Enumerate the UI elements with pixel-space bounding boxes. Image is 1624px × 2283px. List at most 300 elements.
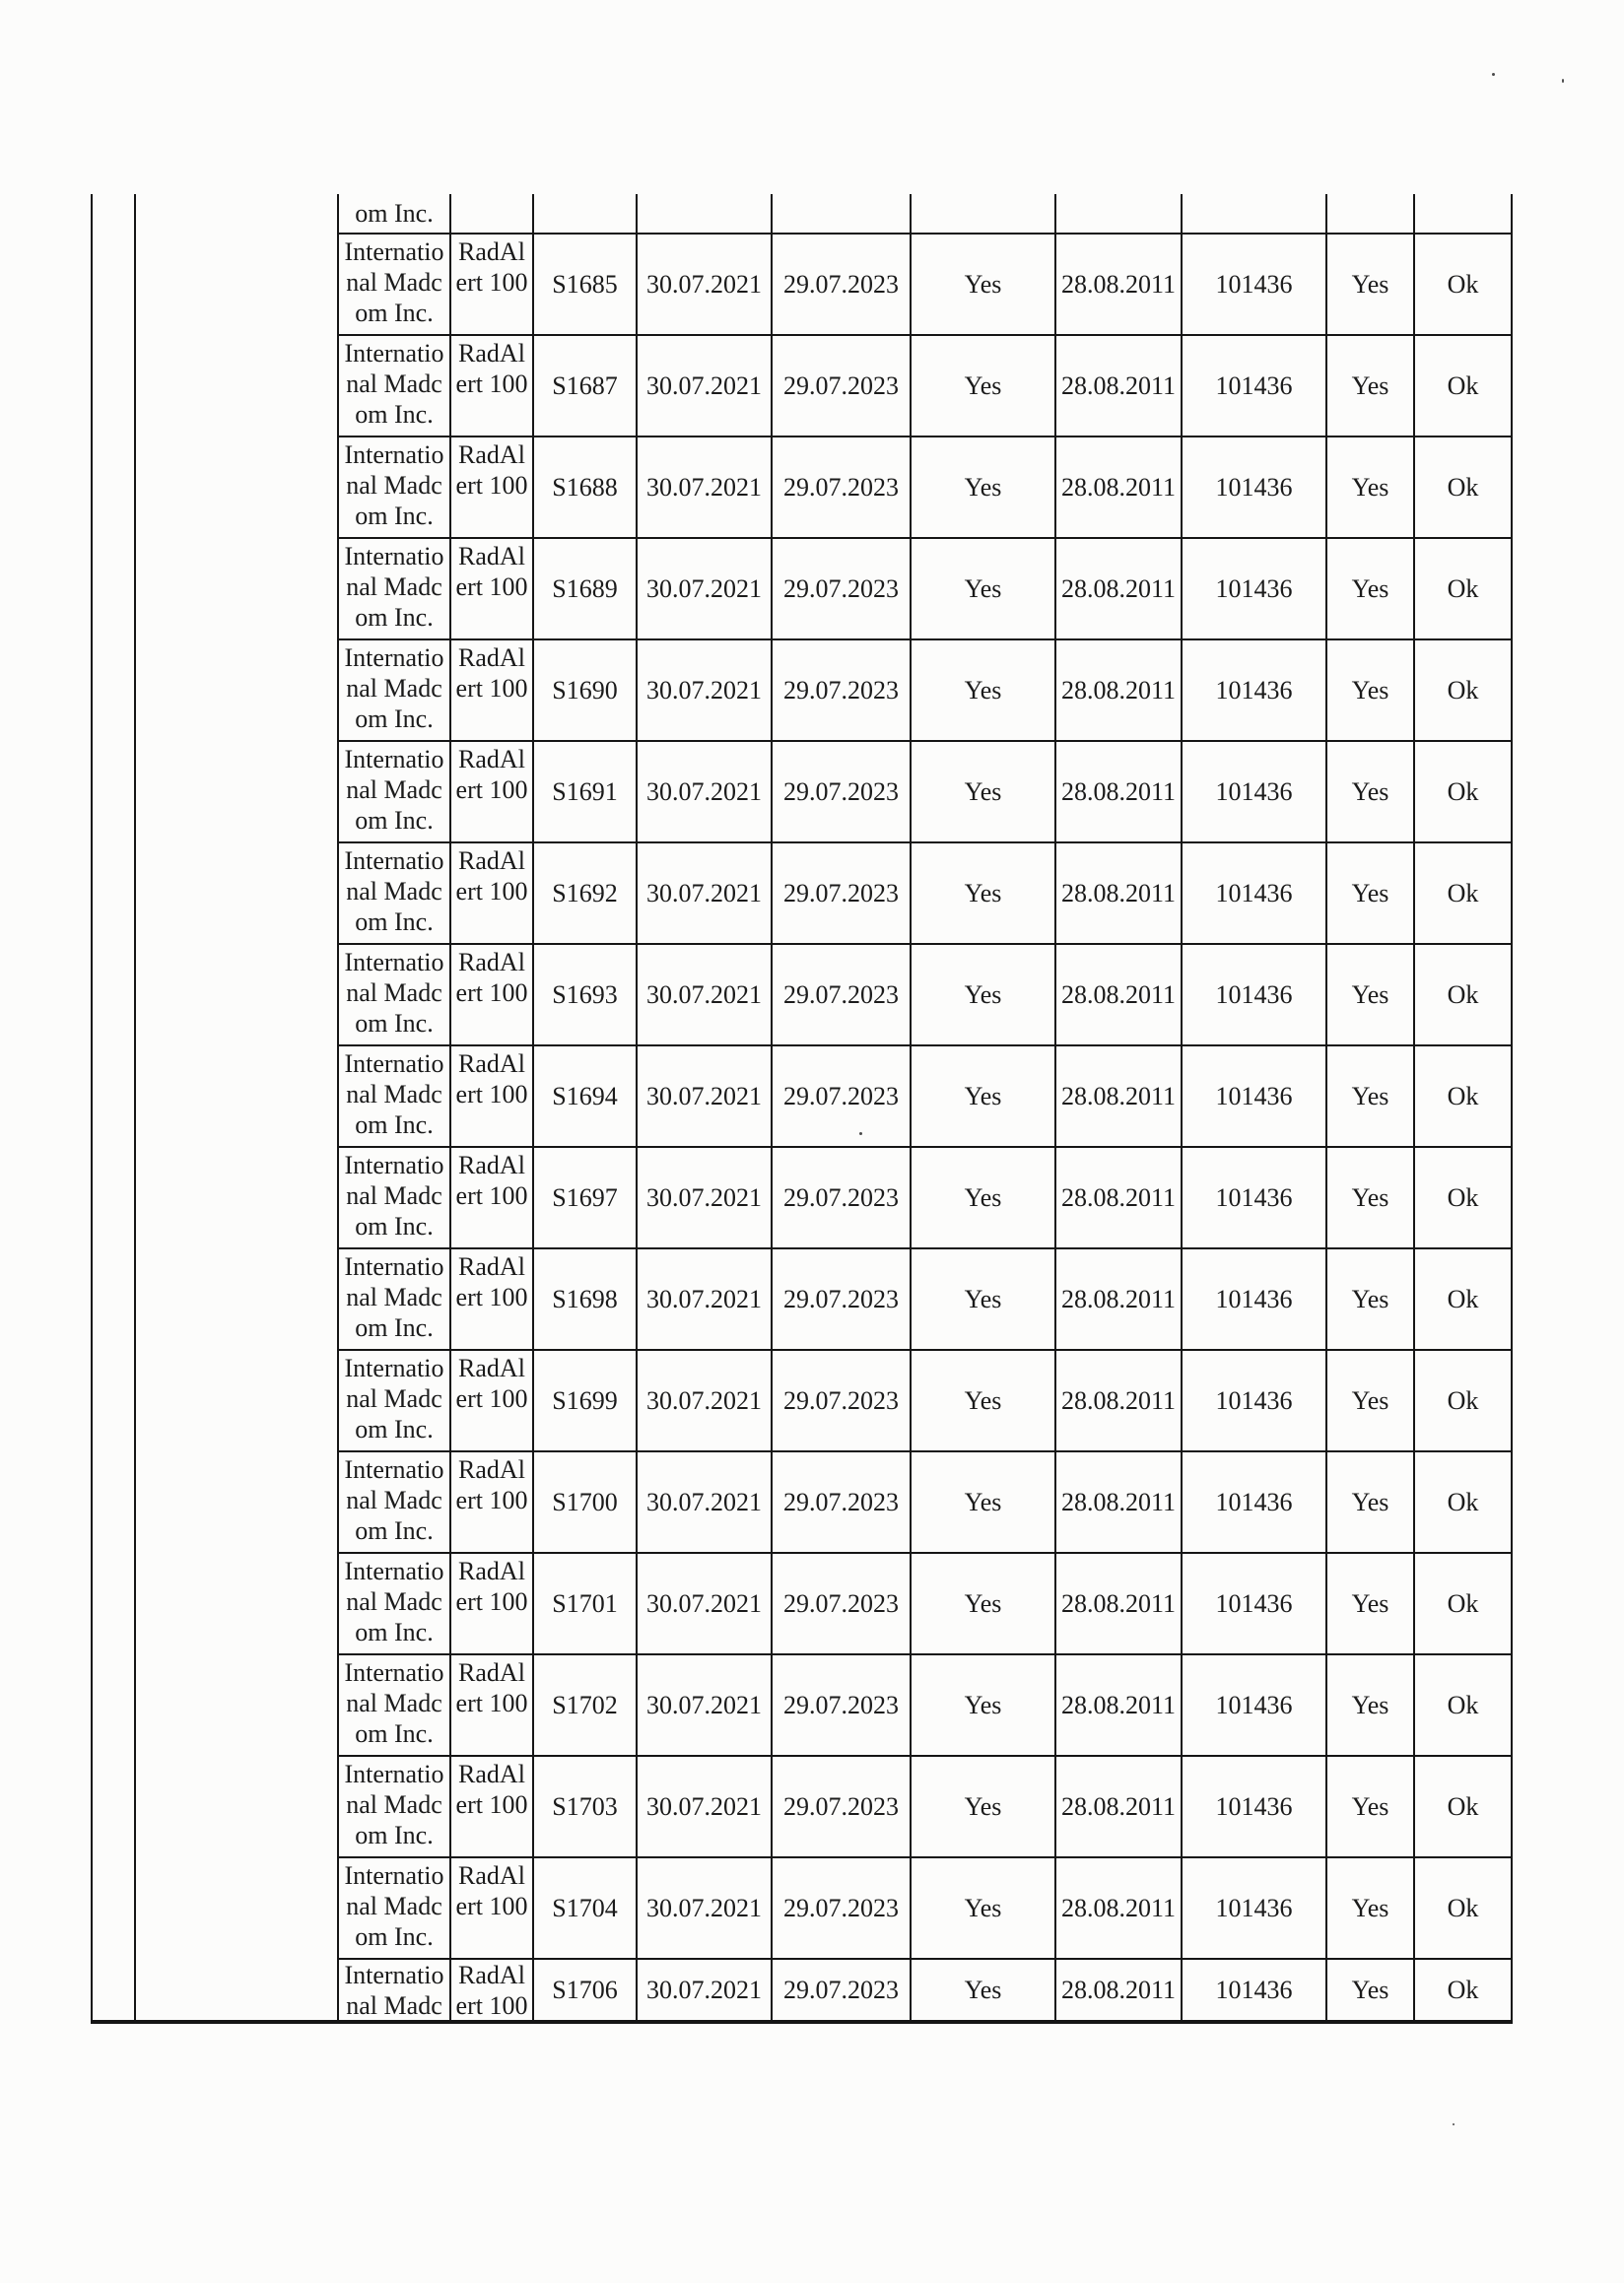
date-a-text: 30.07.2021 <box>646 1975 762 2004</box>
flag-a-text: Yes <box>964 1385 1002 1415</box>
model-line: ert 100 <box>455 471 528 500</box>
serial-cell <box>534 1046 638 1148</box>
serial-text: S1701 <box>552 1588 618 1618</box>
number-cell <box>1183 843 1327 945</box>
date-a-text: 30.07.2021 <box>646 269 762 299</box>
table-row <box>339 843 1513 945</box>
status-text: Ok <box>1447 1081 1479 1110</box>
flag-b-cell <box>1327 437 1415 539</box>
flag-b-text: Yes <box>1351 1791 1389 1821</box>
serial-text: S1694 <box>552 1081 618 1110</box>
date-b-cell <box>773 945 912 1046</box>
model-line: ert 100 <box>455 268 528 297</box>
flag-b-text: Yes <box>1351 472 1389 502</box>
manufacturer-line: Internatio <box>344 1557 444 1585</box>
date-c-cell <box>1056 1148 1183 1249</box>
manufacturer-cell <box>339 1757 451 1858</box>
model-cell <box>451 945 534 1046</box>
manufacturer-cell <box>339 640 451 742</box>
serial-text: S1700 <box>552 1487 618 1516</box>
manufacturer-line: Internatio <box>344 643 444 672</box>
date-c-cell <box>1056 336 1183 437</box>
status-text: Ok <box>1447 269 1479 299</box>
manufacturer-cell <box>339 843 451 945</box>
date-a-cell <box>638 640 773 742</box>
date-b-text: 29.07.2023 <box>783 1791 899 1821</box>
model-line: RadAl <box>458 237 525 266</box>
number-text: 101436 <box>1215 472 1293 502</box>
serial-cell <box>534 1757 638 1858</box>
date-c-cell <box>1056 1452 1183 1554</box>
serial-cell <box>534 539 638 640</box>
scan-speck <box>859 1132 862 1135</box>
model-cell <box>451 640 534 742</box>
serial-text: S1703 <box>552 1791 618 1821</box>
number-cell <box>1183 1554 1327 1655</box>
model-line: RadAl <box>458 1658 525 1687</box>
date-c-cell <box>1056 843 1183 945</box>
manufacturer-cell <box>339 1655 451 1757</box>
flag-a-text: Yes <box>964 675 1002 705</box>
manufacturer-line: om Inc. <box>355 806 434 835</box>
serial-cell <box>534 1351 638 1452</box>
table-row <box>339 742 1513 843</box>
date-c-cell <box>1056 1655 1183 1757</box>
number-text: 101436 <box>1215 675 1293 705</box>
scan-speck <box>1453 2123 1455 2125</box>
model-line: RadAl <box>458 1049 525 1078</box>
manufacturer-line: Internatio <box>344 1961 444 1989</box>
status-cell <box>1415 1452 1513 1554</box>
date-a-text: 30.07.2021 <box>646 1893 762 1922</box>
date-c-text: 28.08.2011 <box>1060 979 1177 1009</box>
date-a-text: 30.07.2021 <box>646 979 762 1009</box>
flag-b-text: Yes <box>1351 1893 1389 1922</box>
flag-a-text: Yes <box>964 979 1002 1009</box>
model-line: RadAl <box>458 1861 525 1890</box>
manufacturer-cell <box>339 1452 451 1554</box>
manufacturer-line: Internatio <box>344 1151 444 1179</box>
manufacturer-cell <box>339 235 451 336</box>
number-cell <box>1183 194 1327 235</box>
serial-text: S1692 <box>552 878 618 907</box>
serial-text: S1706 <box>552 1975 618 2004</box>
serial-cell <box>534 194 638 235</box>
manufacturer-line: nal Madc <box>346 1587 442 1616</box>
date-b-text: 29.07.2023 <box>783 1284 899 1313</box>
date-b-cell <box>773 1960 912 2024</box>
flag-b-text: Yes <box>1351 1487 1389 1516</box>
flag-b-text: Yes <box>1351 1081 1389 1110</box>
date-b-cell <box>773 539 912 640</box>
flag-a-text: Yes <box>964 1081 1002 1110</box>
number-cell <box>1183 945 1327 1046</box>
manufacturer-line: om Inc. <box>355 1009 434 1038</box>
model-line: RadAl <box>458 339 525 368</box>
number-cell <box>1183 539 1327 640</box>
serial-cell <box>534 437 638 539</box>
status-cell <box>1415 640 1513 742</box>
flag-a-text: Yes <box>964 1182 1002 1212</box>
manufacturer-line: nal Madc <box>346 1283 442 1311</box>
serial-cell <box>534 640 638 742</box>
date-c-text: 28.08.2011 <box>1060 878 1177 907</box>
model-line: RadAl <box>458 745 525 773</box>
serial-cell <box>534 235 638 336</box>
manufacturer-line: om Inc. <box>355 1212 434 1241</box>
manufacturer-line: nal Madc <box>346 572 442 601</box>
status-text: Ok <box>1447 472 1479 502</box>
flag-b-cell <box>1327 1452 1415 1554</box>
flag-a-text: Yes <box>964 1284 1002 1313</box>
manufacturer-line: Internatio <box>344 1861 444 1890</box>
date-a-text: 30.07.2021 <box>646 1690 762 1719</box>
flag-b-text: Yes <box>1351 675 1389 705</box>
table-row <box>339 945 1513 1046</box>
date-c-text: 28.08.2011 <box>1060 1588 1177 1618</box>
date-a-cell <box>638 945 773 1046</box>
date-c-text: 28.08.2011 <box>1060 269 1177 299</box>
date-b-text: 29.07.2023 <box>783 776 899 806</box>
number-cell <box>1183 1858 1327 1960</box>
flag-a-text: Yes <box>964 878 1002 907</box>
model-line: RadAl <box>458 1455 525 1484</box>
model-cell <box>451 1960 534 2024</box>
table-row <box>339 539 1513 640</box>
status-cell <box>1415 336 1513 437</box>
model-line: RadAl <box>458 1961 525 1989</box>
status-text: Ok <box>1447 573 1479 603</box>
date-a-text: 30.07.2021 <box>646 1487 762 1516</box>
serial-text: S1689 <box>552 573 618 603</box>
manufacturer-line: om Inc. <box>355 299 434 327</box>
flag-a-cell <box>912 194 1056 235</box>
date-c-text: 28.08.2011 <box>1060 1690 1177 1719</box>
manufacturer-line: nal Madc <box>346 674 442 703</box>
date-a-cell <box>638 1554 773 1655</box>
date-c-cell <box>1056 1960 1183 2024</box>
date-a-cell <box>638 437 773 539</box>
serial-text: S1697 <box>552 1182 618 1212</box>
flag-a-cell <box>912 640 1056 742</box>
manufacturer-line: Internatio <box>344 1760 444 1788</box>
serial-cell <box>534 945 638 1046</box>
model-cell <box>451 1249 534 1351</box>
number-cell <box>1183 1452 1327 1554</box>
model-line: RadAl <box>458 643 525 672</box>
date-b-text: 29.07.2023 <box>783 1588 899 1618</box>
number-cell <box>1183 235 1327 336</box>
status-text: Ok <box>1447 1975 1479 2004</box>
flag-b-cell <box>1327 1046 1415 1148</box>
manufacturer-line: nal Madc <box>346 1991 442 2020</box>
manufacturer-line: nal Madc <box>346 471 442 500</box>
date-a-text: 30.07.2021 <box>646 675 762 705</box>
date-c-text: 28.08.2011 <box>1060 1791 1177 1821</box>
date-a-cell <box>638 1960 773 2024</box>
manufacturer-line: om Inc. <box>355 1618 434 1646</box>
table-row <box>339 437 1513 539</box>
model-line: RadAl <box>458 440 525 469</box>
flag-a-cell <box>912 843 1056 945</box>
date-a-cell <box>638 1452 773 1554</box>
flag-b-cell <box>1327 1351 1415 1452</box>
model-line: ert 100 <box>455 1587 528 1616</box>
status-text: Ok <box>1447 1487 1479 1516</box>
manufacturer-cell <box>339 1858 451 1960</box>
date-b-text: 29.07.2023 <box>783 1690 899 1719</box>
flag-a-text: Yes <box>964 1791 1002 1821</box>
status-cell <box>1415 1249 1513 1351</box>
flag-a-text: Yes <box>964 573 1002 603</box>
date-b-cell <box>773 194 912 235</box>
flag-b-cell <box>1327 945 1415 1046</box>
date-a-cell <box>638 235 773 336</box>
date-b-cell <box>773 843 912 945</box>
flag-a-text: Yes <box>964 1588 1002 1618</box>
status-cell <box>1415 1655 1513 1757</box>
model-cell <box>451 1757 534 1858</box>
manufacturer-line: Internatio <box>344 237 444 266</box>
model-line: ert 100 <box>455 1790 528 1819</box>
manufacturer-line: Internatio <box>344 542 444 571</box>
model-line: ert 100 <box>455 1283 528 1311</box>
date-b-cell <box>773 1757 912 1858</box>
continuation-column-b <box>134 194 337 2024</box>
number-cell <box>1183 1249 1327 1351</box>
flag-a-text: Yes <box>964 269 1002 299</box>
model-line: ert 100 <box>455 1689 528 1717</box>
date-c-cell <box>1056 640 1183 742</box>
flag-a-cell <box>912 336 1056 437</box>
manufacturer-line: Internatio <box>344 1049 444 1078</box>
date-a-cell <box>638 539 773 640</box>
number-text: 101436 <box>1215 1975 1293 2004</box>
date-a-text: 30.07.2021 <box>646 1182 762 1212</box>
serial-cell <box>534 843 638 945</box>
manufacturer-cell <box>339 945 451 1046</box>
date-b-text: 29.07.2023 <box>783 1182 899 1212</box>
serial-cell <box>534 1148 638 1249</box>
number-cell <box>1183 336 1327 437</box>
number-cell <box>1183 1148 1327 1249</box>
serial-text: S1702 <box>552 1690 618 1719</box>
date-c-cell <box>1056 437 1183 539</box>
model-line: ert 100 <box>455 1080 528 1108</box>
manufacturer-line: nal Madc <box>346 1486 442 1514</box>
status-cell <box>1415 437 1513 539</box>
date-a-cell <box>638 1351 773 1452</box>
date-a-cell <box>638 1046 773 1148</box>
serial-text: S1688 <box>552 472 618 502</box>
date-b-cell <box>773 437 912 539</box>
number-text: 101436 <box>1215 1081 1293 1110</box>
manufacturer-line: nal Madc <box>346 268 442 297</box>
serial-text: S1699 <box>552 1385 618 1415</box>
serial-text: S1685 <box>552 269 618 299</box>
number-cell <box>1183 1960 1327 2024</box>
status-text: Ok <box>1447 1588 1479 1618</box>
flag-a-text: Yes <box>964 1487 1002 1516</box>
status-cell <box>1415 1046 1513 1148</box>
number-text: 101436 <box>1215 1385 1293 1415</box>
date-b-text: 29.07.2023 <box>783 878 899 907</box>
model-cell <box>451 1655 534 1757</box>
manufacturer-line: nal Madc <box>346 978 442 1007</box>
scan-speck <box>1492 73 1495 76</box>
flag-a-cell <box>912 1148 1056 1249</box>
manufacturer-line: nal Madc <box>346 1790 442 1819</box>
serial-cell <box>534 336 638 437</box>
flag-a-cell <box>912 1046 1056 1148</box>
date-b-cell <box>773 1655 912 1757</box>
date-b-cell <box>773 1148 912 1249</box>
serial-text: S1690 <box>552 675 618 705</box>
table-row <box>339 1249 1513 1351</box>
model-line: ert 100 <box>455 978 528 1007</box>
manufacturer-line: om Inc. <box>355 1922 434 1951</box>
model-cell <box>451 235 534 336</box>
manufacturer-line: om Inc. <box>355 1516 434 1545</box>
date-c-text: 28.08.2011 <box>1060 1284 1177 1313</box>
date-b-text: 29.07.2023 <box>783 1385 899 1415</box>
model-line: ert 100 <box>455 572 528 601</box>
serial-text: S1691 <box>552 776 618 806</box>
manufacturer-line: Internatio <box>344 1658 444 1687</box>
date-c-text: 28.08.2011 <box>1060 573 1177 603</box>
date-c-text: 28.08.2011 <box>1060 1182 1177 1212</box>
manufacturer-line: Internatio <box>344 1354 444 1382</box>
flag-b-cell <box>1327 640 1415 742</box>
flag-b-cell <box>1327 1757 1415 1858</box>
model-cell <box>451 742 534 843</box>
table-row <box>339 235 1513 336</box>
model-line: ert 100 <box>455 1181 528 1210</box>
flag-b-text: Yes <box>1351 1588 1389 1618</box>
number-text: 101436 <box>1215 269 1293 299</box>
serial-cell <box>534 1858 638 1960</box>
flag-a-text: Yes <box>964 776 1002 806</box>
flag-b-cell <box>1327 742 1415 843</box>
table-row <box>339 1960 1513 2024</box>
serial-text: S1704 <box>552 1893 618 1922</box>
manufacturer-line: Internatio <box>344 1252 444 1281</box>
scan-speck <box>1562 79 1564 83</box>
model-cell <box>451 437 534 539</box>
serial-cell <box>534 742 638 843</box>
model-line: RadAl <box>458 948 525 976</box>
status-cell <box>1415 1351 1513 1452</box>
date-b-text: 29.07.2023 <box>783 979 899 1009</box>
model-line: RadAl <box>458 1151 525 1179</box>
flag-b-text: Yes <box>1351 776 1389 806</box>
date-b-cell <box>773 1249 912 1351</box>
flag-b-cell <box>1327 843 1415 945</box>
model-line: ert 100 <box>455 1892 528 1920</box>
number-cell <box>1183 1757 1327 1858</box>
model-cell <box>451 539 534 640</box>
manufacturer-line: Internatio <box>344 846 444 875</box>
table-row <box>339 1452 1513 1554</box>
table-row <box>339 1858 1513 1960</box>
manufacturer-line: Internatio <box>344 339 444 368</box>
flag-a-text: Yes <box>964 1975 1002 2004</box>
serial-cell <box>534 1452 638 1554</box>
model-cell <box>451 843 534 945</box>
table-row <box>339 336 1513 437</box>
date-b-cell <box>773 235 912 336</box>
flag-a-cell <box>912 1452 1056 1554</box>
number-text: 101436 <box>1215 776 1293 806</box>
model-line: ert 100 <box>455 775 528 804</box>
number-cell <box>1183 1655 1327 1757</box>
date-c-cell <box>1056 539 1183 640</box>
flag-b-cell <box>1327 1655 1415 1757</box>
flag-a-cell <box>912 1351 1056 1452</box>
number-text: 101436 <box>1215 370 1293 400</box>
flag-a-text: Yes <box>964 1690 1002 1719</box>
serial-cell <box>534 1655 638 1757</box>
table-row <box>339 1046 1513 1148</box>
date-c-text: 28.08.2011 <box>1060 776 1177 806</box>
date-c-cell <box>1056 742 1183 843</box>
serial-cell <box>534 1249 638 1351</box>
flag-b-cell <box>1327 1960 1415 2024</box>
manufacturer-line: om Inc. <box>355 1415 434 1444</box>
date-b-text: 29.07.2023 <box>783 1893 899 1922</box>
status-cell <box>1415 945 1513 1046</box>
date-a-cell <box>638 1148 773 1249</box>
status-cell <box>1415 194 1513 235</box>
date-c-cell <box>1056 1249 1183 1351</box>
status-cell <box>1415 1757 1513 1858</box>
table-row <box>339 640 1513 742</box>
serial-text: S1693 <box>552 979 618 1009</box>
serial-text: S1698 <box>552 1284 618 1313</box>
date-a-text: 30.07.2021 <box>646 1284 762 1313</box>
flag-a-cell <box>912 742 1056 843</box>
status-text: Ok <box>1447 1385 1479 1415</box>
date-a-text: 30.07.2021 <box>646 1081 762 1110</box>
flag-a-cell <box>912 1249 1056 1351</box>
model-cell <box>451 1046 534 1148</box>
flag-b-text: Yes <box>1351 878 1389 907</box>
manufacturer-line: nal Madc <box>346 1689 442 1717</box>
date-c-text: 28.08.2011 <box>1060 370 1177 400</box>
manufacturer-line: nal Madc <box>346 1080 442 1108</box>
date-a-text: 30.07.2021 <box>646 370 762 400</box>
manufacturer-line: Internatio <box>344 745 444 773</box>
model-line: ert 100 <box>455 674 528 703</box>
date-b-cell <box>773 640 912 742</box>
date-b-cell <box>773 1858 912 1960</box>
date-c-cell <box>1056 235 1183 336</box>
table-row <box>339 1757 1513 1858</box>
flag-b-text: Yes <box>1351 1690 1389 1719</box>
flag-b-cell <box>1327 194 1415 235</box>
manufacturer-line: om Inc. <box>355 400 434 429</box>
date-c-cell <box>1056 1554 1183 1655</box>
status-cell <box>1415 1148 1513 1249</box>
number-text: 101436 <box>1215 1487 1293 1516</box>
flag-a-text: Yes <box>964 472 1002 502</box>
flag-b-cell <box>1327 235 1415 336</box>
flag-b-text: Yes <box>1351 370 1389 400</box>
date-c-cell <box>1056 194 1183 235</box>
manufacturer-line: om Inc. <box>355 705 434 733</box>
date-b-text: 29.07.2023 <box>783 1975 899 2004</box>
date-a-text: 30.07.2021 <box>646 472 762 502</box>
